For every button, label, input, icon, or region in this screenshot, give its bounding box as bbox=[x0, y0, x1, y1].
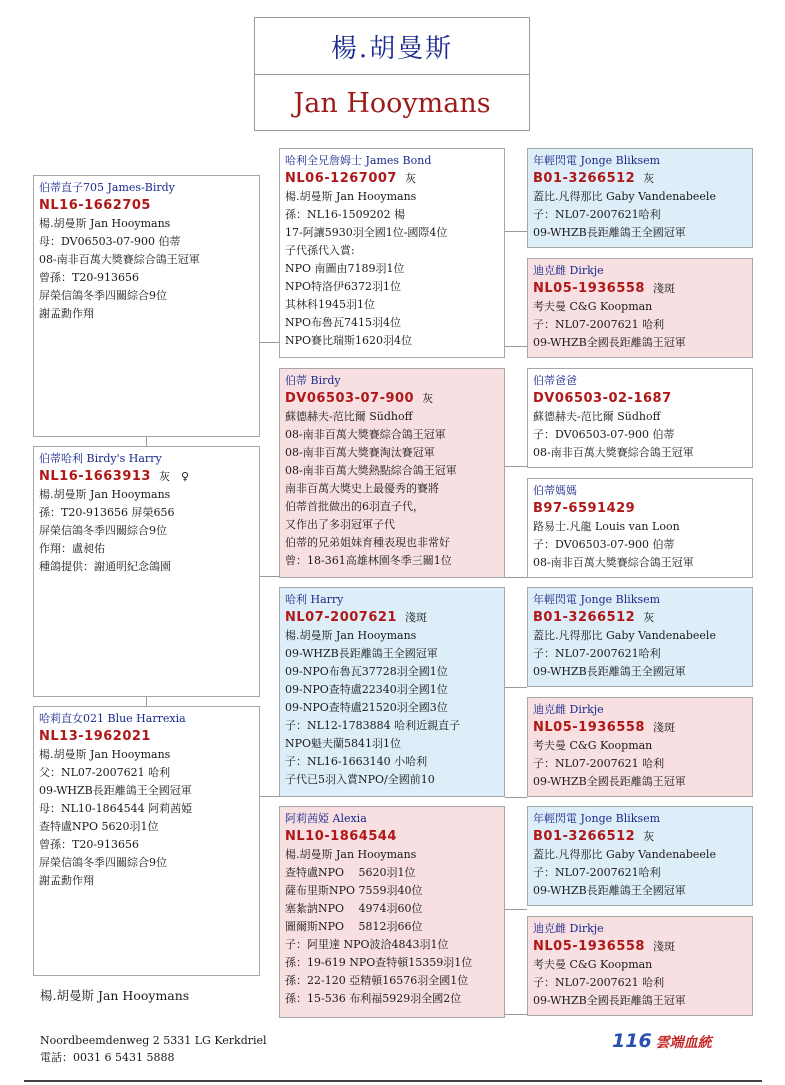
info-line: 屏榮信鴿冬季四關綜合9位 bbox=[39, 856, 167, 869]
info-line: 考夫曼 C&G Koopman bbox=[533, 739, 653, 752]
pigeon-color: 灰 bbox=[643, 830, 655, 843]
ring-number: NL05-1936558 bbox=[533, 939, 645, 954]
info-line: 08-南非百萬大獎賽綜合鴿王冠軍 bbox=[533, 446, 694, 459]
connector-line bbox=[505, 346, 527, 347]
info-line: 謝孟勳作翔 bbox=[39, 307, 94, 320]
info-line: 子：NL07-2007621 哈利 bbox=[533, 976, 665, 989]
info-line: 母：NL10-1864544 阿莉茜婭 bbox=[39, 802, 193, 815]
info-line: 曾孫：T20-913656 bbox=[39, 838, 140, 851]
info-line: 子：DV06503-07-900 伯蒂 bbox=[533, 538, 675, 551]
pigeon-name: 迪克雌 Dirkje bbox=[533, 922, 604, 935]
ring-number: NL06-1267007 bbox=[285, 171, 397, 186]
ring-number: B01-3266512 bbox=[533, 829, 636, 844]
info-line: 子：阿里達 NPO波洽4843羽1位 bbox=[285, 938, 449, 951]
pigeon-name: 年輕閃電 Jonge Bliksem bbox=[533, 812, 661, 825]
owner-phone: 電話：0031 6 5431 5888 bbox=[40, 1051, 175, 1064]
pigeon-name: 伯蒂直子705 James-Birdy bbox=[39, 181, 175, 194]
ring-number: NL16-1663913 bbox=[39, 469, 151, 484]
pigeon-name: 伯蒂 Birdy bbox=[285, 374, 341, 387]
info-line: 09-WHZB長距離鴿王全國冠軍 bbox=[533, 884, 686, 897]
pigeon-name: 哈利全兄詹姆士 James Bond bbox=[285, 154, 432, 167]
info-line: 曾：18-361高雄林園冬季三關1位 bbox=[285, 554, 452, 567]
info-line: 楊.胡曼斯 Jan Hooymans bbox=[39, 488, 171, 501]
info-line: 蘇德赫夫-范比爾 Südhoff bbox=[285, 410, 413, 423]
ring-number: NL10-1864544 bbox=[285, 829, 397, 844]
connector-line bbox=[260, 342, 279, 343]
ring-number: DV06503-07-900 bbox=[285, 391, 415, 406]
info-line: 孫：22-120 亞精頓16576羽全國1位 bbox=[285, 974, 469, 987]
info-line: NPO魁夫蘭5841羽1位 bbox=[285, 737, 402, 750]
owner-address: Noordbeemdenweg 2 5331 LG Kerkdriel bbox=[40, 1034, 267, 1047]
info-line: 09-NPO查特盧22340羽全國1位 bbox=[285, 683, 448, 696]
info-line: 父：NL07-2007621 哈利 bbox=[39, 766, 171, 779]
ring-number: DV06503-02-1687 bbox=[533, 391, 672, 406]
connector-line bbox=[146, 697, 147, 706]
info-line: 考夫曼 C&G Koopman bbox=[533, 300, 653, 313]
ring-number: B97-6591429 bbox=[533, 501, 636, 516]
info-line: 塞紮訥NPO 4974羽60位 bbox=[285, 902, 423, 915]
info-line: 子：NL07-2007621 哈利 bbox=[533, 318, 665, 331]
grandsire-card bbox=[279, 587, 505, 797]
info-line: 孫：19-619 NPO查特頓15359羽1位 bbox=[285, 956, 473, 969]
ring-number: NL16-1662705 bbox=[39, 198, 151, 213]
info-line: 伯蒂的兄弟姐妹育種表現也非常好 bbox=[285, 536, 450, 549]
info-line: 09-WHZB長距離鴿王全國冠軍 bbox=[533, 665, 686, 678]
connector-line bbox=[505, 1014, 527, 1015]
pigeon-name: 伯蒂哈利 Birdy's Harry bbox=[39, 452, 162, 465]
pigeon-name: 阿莉茜婭 Alexia bbox=[285, 812, 367, 825]
info-line: 查特盧NPO 5620羽1位 bbox=[39, 820, 159, 833]
info-line: 子代已5羽入賞NPO/全國前10 bbox=[285, 773, 435, 786]
granddam-card bbox=[279, 368, 505, 578]
pigeon-name: 哈利 Harry bbox=[285, 593, 344, 606]
owner-name: 楊.胡曼斯 Jan Hooymans bbox=[40, 988, 190, 1003]
info-line: 子：DV06503-07-900 伯蒂 bbox=[533, 428, 675, 441]
info-line: 09-WHZB長距離鴿王全國冠軍 bbox=[285, 647, 438, 660]
info-line: 09-WHZB長距離鴿王全國冠軍 bbox=[39, 784, 192, 797]
great-grandparent-card bbox=[527, 916, 753, 1016]
info-line: 子：NL16-1663140 小哈利 bbox=[285, 755, 428, 768]
info-line: 謝孟勳作翔 bbox=[39, 874, 94, 887]
connector-line bbox=[505, 466, 527, 467]
ring-number: NL13-1962021 bbox=[39, 729, 151, 744]
info-line: 孫：T20-913656 屏榮656 bbox=[39, 506, 175, 519]
info-line: 08-南非百萬大獎賽綜合鴿王冠軍 bbox=[533, 556, 694, 569]
info-line: 子：NL07-2007621哈利 bbox=[533, 866, 661, 879]
info-line: 曾孫：T20-913656 bbox=[39, 271, 140, 284]
pigeon-color: 灰 bbox=[643, 611, 655, 624]
info-line: 其林科1945羽1位 bbox=[285, 298, 375, 311]
great-grandparent-card bbox=[527, 148, 753, 248]
info-line: NPO賽比瑞斯1620羽4位 bbox=[285, 334, 413, 347]
ring-number: NL05-1936558 bbox=[533, 720, 645, 735]
info-line: 09-WHZB全國長距離鴿王冠軍 bbox=[533, 994, 686, 1007]
info-line: NPO布魯瓦7415羽4位 bbox=[285, 316, 402, 329]
header-chinese-name: 楊.胡曼斯 bbox=[255, 18, 529, 75]
info-line: 又作出了多羽冠軍子代 bbox=[285, 518, 395, 531]
info-line: 路易士.凡龍 Louis van Loon bbox=[533, 520, 680, 533]
info-line: 薩布里斯NPO 7559羽40位 bbox=[285, 884, 423, 897]
divider bbox=[24, 1080, 762, 1082]
info-line: 楊.胡曼斯 Jan Hooymans bbox=[285, 629, 417, 642]
info-line: 蓋比.凡得那比 Gaby Vandenabeele bbox=[533, 848, 716, 861]
info-line: 孫：15-536 布利福5929羽全國2位 bbox=[285, 992, 462, 1005]
pigeon-color: 灰 bbox=[643, 172, 655, 185]
info-line: 蘇德赫夫-范比爾 Südhoff bbox=[533, 410, 661, 423]
info-line: 子：NL07-2007621 哈利 bbox=[533, 757, 665, 770]
grandsire-card bbox=[279, 148, 505, 358]
info-line: 17-阿讓5930羽全國1位-國際4位 bbox=[285, 226, 448, 239]
great-grandparent-card bbox=[527, 697, 753, 797]
pigeon-color: 灰 ♀ bbox=[158, 470, 190, 483]
info-line: 伯蒂首批做出的6羽直子代， bbox=[285, 500, 424, 513]
great-grandparent-card bbox=[527, 806, 753, 906]
connector-line bbox=[505, 577, 527, 578]
header-english-name: Jan Hooymans bbox=[293, 88, 491, 119]
info-line: 考夫曼 C&G Koopman bbox=[533, 958, 653, 971]
great-grandparent-card bbox=[527, 258, 753, 358]
ring-number: NL07-2007621 bbox=[285, 610, 397, 625]
pigeon-name: 迪克雌 Dirkje bbox=[533, 703, 604, 716]
great-grandparent-card bbox=[527, 587, 753, 687]
info-line: 屏榮信鴿冬季四關綜合9位 bbox=[39, 289, 167, 302]
connector-line bbox=[505, 687, 527, 688]
pigeon-name: 迪克雌 Dirkje bbox=[533, 264, 604, 277]
info-line: NPO 南圖由7189羽1位 bbox=[285, 262, 405, 275]
subject-card bbox=[33, 446, 260, 697]
info-line: 蓋比.凡得那比 Gaby Vandenabeele bbox=[533, 190, 716, 203]
info-line: 09-WHZB全國長距離鴿王冠軍 bbox=[533, 336, 686, 349]
pigeon-color: 淺斑 bbox=[652, 282, 675, 295]
logo-text: 雲端血統 bbox=[655, 1035, 712, 1051]
great-grandparent-card bbox=[527, 478, 753, 578]
info-line: 09-NPO查特盧21520羽全國3位 bbox=[285, 701, 448, 714]
info-line: 子：NL07-2007621哈利 bbox=[533, 647, 661, 660]
info-line: 作翔：盧昶佑 bbox=[39, 542, 105, 555]
connector-line bbox=[260, 796, 279, 797]
info-line: NPO特洛伊6372羽1位 bbox=[285, 280, 402, 293]
info-line: 楊.胡曼斯 Jan Hooymans bbox=[285, 190, 417, 203]
pigeon-name: 年輕閃電 Jonge Bliksem bbox=[533, 154, 661, 167]
info-line: 楊.胡曼斯 Jan Hooymans bbox=[39, 748, 171, 761]
great-grandparent-card bbox=[527, 368, 753, 468]
info-line: 查特盧NPO 5620羽1位 bbox=[285, 866, 416, 879]
info-line: 蓋比.凡得那比 Gaby Vandenabeele bbox=[533, 629, 716, 642]
info-line: 南非百萬大獎史上最優秀的賽將 bbox=[285, 482, 439, 495]
pigeon-color: 淺斑 bbox=[652, 721, 675, 734]
pigeon-color: 灰 bbox=[404, 172, 416, 185]
owner-contact bbox=[40, 1032, 267, 1066]
connector-line bbox=[505, 231, 527, 232]
info-line: 楊.胡曼斯 Jan Hooymans bbox=[285, 848, 417, 861]
info-line: 種鴿提供：謝通明紀念鴿園 bbox=[39, 560, 171, 573]
brand-logo bbox=[612, 1030, 712, 1052]
connector-line bbox=[146, 437, 147, 446]
pigeon-color: 淺斑 bbox=[404, 611, 427, 624]
pedigree-header bbox=[254, 17, 530, 131]
logo-number: 116 bbox=[612, 1030, 652, 1052]
pigeon-name: 伯蒂爸爸 bbox=[533, 374, 577, 387]
pigeon-name: 伯蒂媽媽 bbox=[533, 484, 577, 497]
pigeon-color: 淺斑 bbox=[652, 940, 675, 953]
info-line: 子代孫代入賞: bbox=[285, 244, 355, 257]
info-line: 08-南非百萬大獎賽淘汰賽冠軍 bbox=[285, 446, 435, 459]
info-line: 08-南非百萬大獎賽綜合鴿王冠軍 bbox=[285, 428, 446, 441]
sire-card bbox=[33, 175, 260, 437]
info-line: 屏榮信鴿冬季四關綜合9位 bbox=[39, 524, 167, 537]
info-line: 孫：NL16-1509202 楊 bbox=[285, 208, 406, 221]
granddam-card bbox=[279, 806, 505, 1018]
ring-number: B01-3266512 bbox=[533, 610, 636, 625]
info-line: 子：NL12-1783884 哈利近親直子 bbox=[285, 719, 461, 732]
pigeon-name: 哈莉直女021 Blue Harrexia bbox=[39, 712, 186, 725]
info-line: 圖爾斯NPO 5812羽66位 bbox=[285, 920, 423, 933]
info-line: 09-WHZB全國長距離鴿王冠軍 bbox=[533, 775, 686, 788]
info-line: 09-NPO布魯瓦37728羽全國1位 bbox=[285, 665, 448, 678]
info-line: 母：DV06503-07-900 伯蒂 bbox=[39, 235, 181, 248]
ring-number: NL05-1936558 bbox=[533, 281, 645, 296]
pigeon-name: 年輕閃電 Jonge Bliksem bbox=[533, 593, 661, 606]
info-line: 子：NL07-2007621哈利 bbox=[533, 208, 661, 221]
info-line: 楊.胡曼斯 Jan Hooymans bbox=[39, 217, 171, 230]
dam-card bbox=[33, 706, 260, 976]
info-line: 08-南非百萬大獎賽綜合鴿王冠軍 bbox=[39, 253, 200, 266]
info-line: 09-WHZB長距離鴿王全國冠軍 bbox=[533, 226, 686, 239]
connector-line bbox=[505, 797, 527, 798]
connector-line bbox=[260, 576, 279, 577]
ring-number: B01-3266512 bbox=[533, 171, 636, 186]
pigeon-color: 灰 bbox=[422, 392, 434, 405]
connector-line bbox=[505, 909, 527, 910]
info-line: 08-南非百萬大獎熱點綜合鴿王冠軍 bbox=[285, 464, 457, 477]
